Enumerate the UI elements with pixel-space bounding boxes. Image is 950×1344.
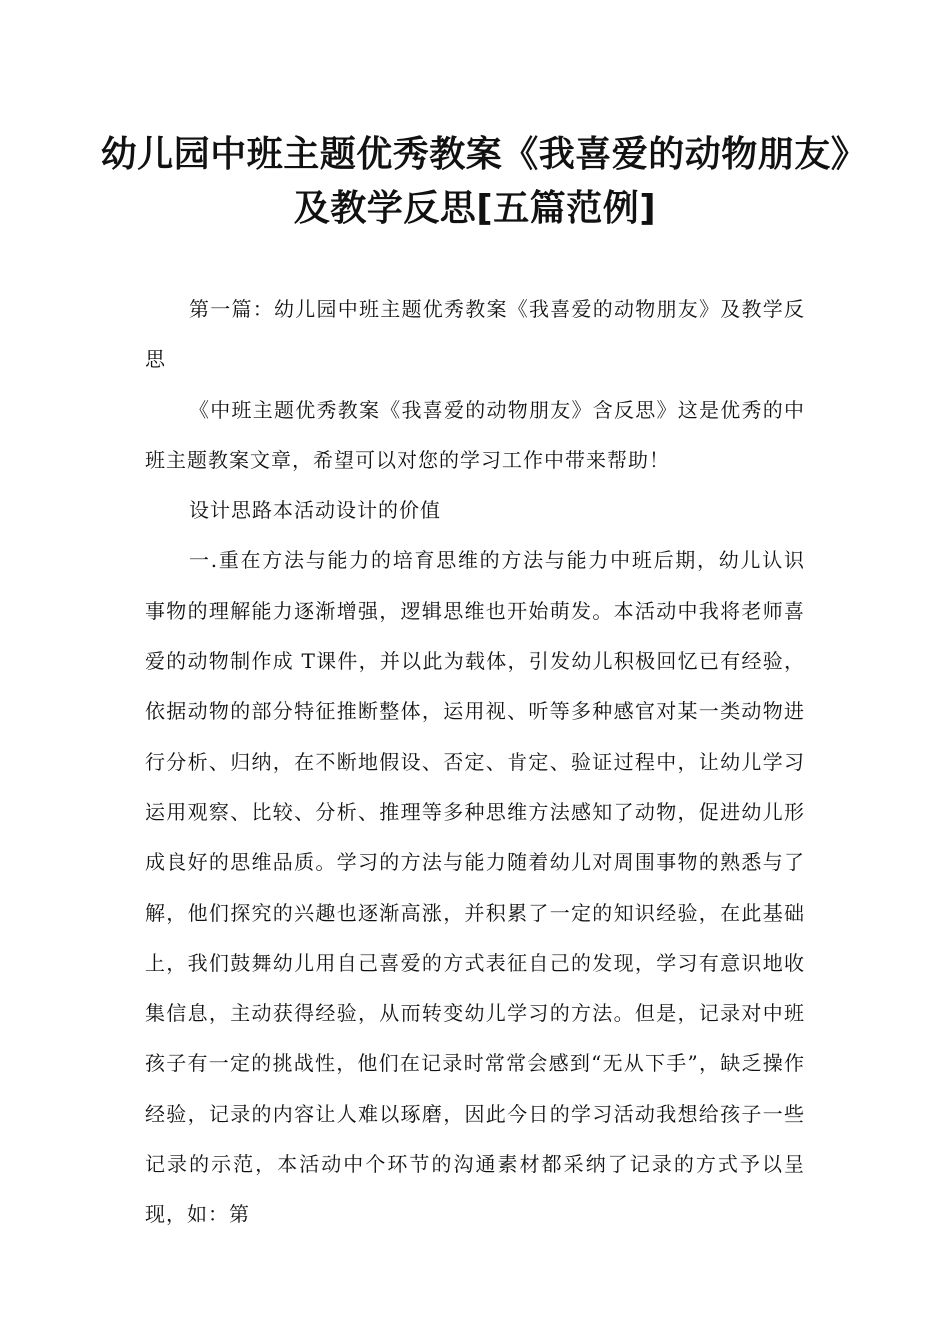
paragraph-method-ability: 一.重在方法与能力的培育思维的方法与能力中班后期，幼儿认识事物的理解能力逐渐增强，逻辑思维也开始萌发。本活动中我将老师喜爱的动物制作成 T课件，并以此为载体，引发幼儿积极回忆已有经验，依据动物的部分特征推断整体，运用视、听等多种感官对某一类动物进行分析、归纳，在不断地假设、否定、肯定、验证过程中，让幼儿学习运用观察、比较、分析、推理等多种思维方法感知了动物，促进幼儿形成良好的思维品质。学习的方法与能力随着幼儿对周围事物的熟悉与了解，他们探究的兴趣也逐渐高涨，并积累了一定的知识经验，在此基础上，我们鼓舞幼儿用自己喜爱的方式表征自己的发现，学习有意识地收集信息，主动获得经验，从而转变幼儿学习的方法。但是，记录对中班孩子有一定的挑战性，他们在记录时常常会感到“无从下手”，缺乏操作经验，记录的内容让人难以琢磨，因此今日的学习活动我想给孩子一些记录的示范，本活动中个环节的沟通素材都采纳了记录的方式予以呈现，如：第	[145, 548, 805, 1227]
paragraph-intro: 《中班主题优秀教案《我喜爱的动物朋友》含反思》这是优秀的中班主题教案文章，希望可以对您的学习工作中带来帮助！	[145, 397, 805, 472]
paragraph-design-heading: 设计思路本活动设计的价值	[189, 498, 441, 523]
document-body	[145, 284, 805, 1240]
document-title: 幼儿园中班主题优秀教案《我喜爱的动物朋友》及教学反思[五篇范例]	[100, 134, 850, 229]
paragraph-chapter-heading: 第一篇：幼儿园中班主题优秀教案《我喜爱的动物朋友》及教学反思	[145, 297, 805, 372]
